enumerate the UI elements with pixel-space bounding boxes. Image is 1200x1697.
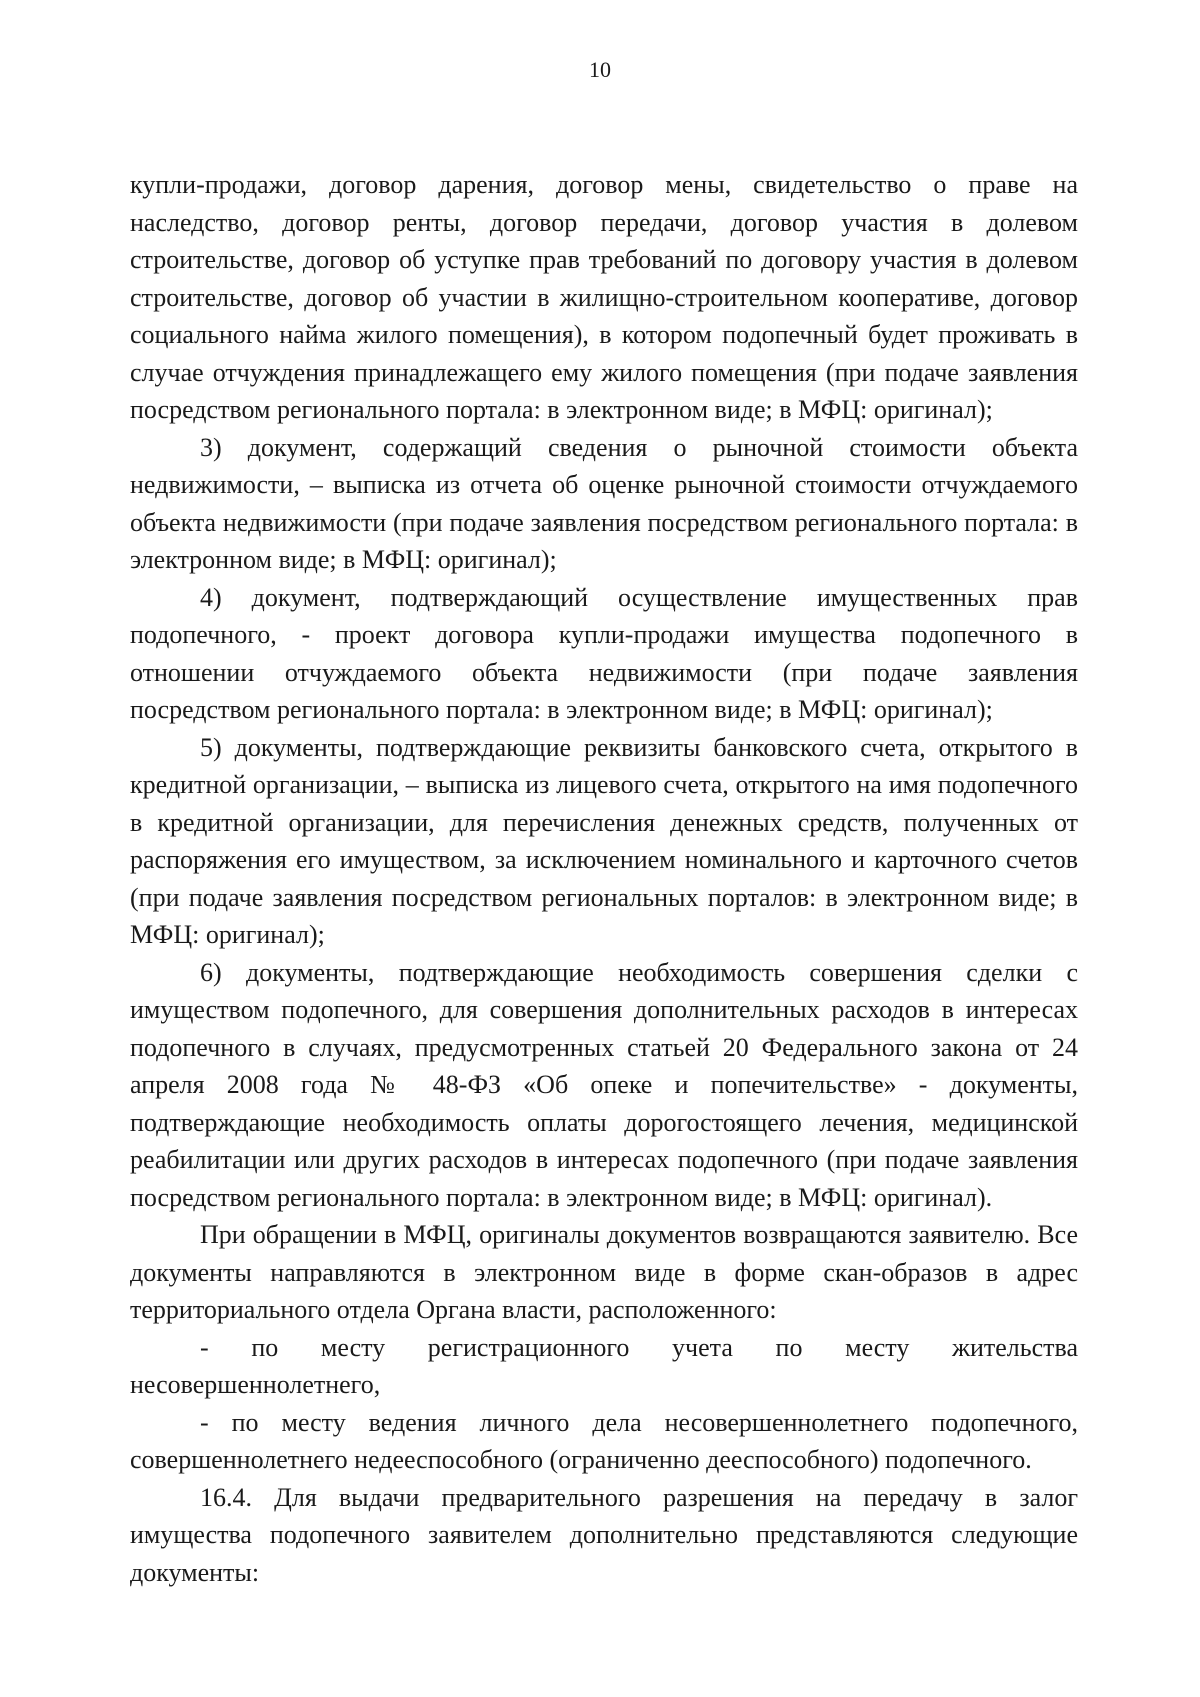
paragraph-location-residence: - по месту регистрационного учета по месту жительства несовершеннолетнего, bbox=[130, 1332, 1078, 1399]
document-body bbox=[130, 166, 1078, 1591]
paragraph-contract-list: купли-продажи, договор дарения, договор мены, свидетельство о праве на наследство, договор ренты, договор передачи, договор участия в долевом строительстве, договор об уступке прав требований по договору участия в долевом строительстве, договор об участии в жилищно-строительном кооперативе, договор социального найма жилого помещения), в котором подопечный будет проживать в случае отчуждения принадлежащего ему жилого помещения (при подаче заявления посредством регионального портала: в электронном виде; в МФЦ: оригинал); bbox=[130, 170, 1078, 424]
paragraph-item-3: 3) документ, содержащий сведения о рыночной стоимости объекта недвижимости, – выписка из отчета об оценке рыночной стоимости отчуждаемого объекта недвижимости (при подаче заявления посредством регионального портала: в электронном виде; в МФЦ: оригинал); bbox=[130, 432, 1078, 574]
paragraph-location-personal-file: - по месту ведения личного дела несовершеннолетнего подопечного, совершеннолетнего недееспособного (ограниченно дееспособного) подопечного. bbox=[130, 1407, 1078, 1474]
paragraph-item-5: 5) документы, подтверждающие реквизиты банковского счета, открытого в кредитной организации, – выписка из лицевого счета, открытого на имя подопечного в кредитной организации, для перечисления денежных средств, полученных от распоряжения его имуществом, за исключением номинального и карточного счетов (при подаче заявления посредством региональных порталов: в электронном виде; в МФЦ: оригинал); bbox=[130, 732, 1078, 949]
paragraph-item-4: 4) документ, подтверждающий осуществление имущественных прав подопечного, - проект договора купли-продажи имущества подопечного в отношении отчуждаемого объекта недвижимости (при подаче заявления посредством регионального портала: в электронном виде; в МФЦ: оригинал); bbox=[130, 582, 1078, 724]
paragraph-item-6: 6) документы, подтверждающие необходимость совершения сделки с имуществом подопечного, для совершения дополнительных расходов в интересах подопечного в случаях, предусмотренных статьей 20 Федерального закона от 24 апреля 2008 года № 48-ФЗ «Об опеке и попечительстве» - документы, подтверждающие необходимость оплаты дорогостоящего лечения, медицинской реабилитации или других расходов в интересах подопечного (при подаче заявления посредством регионального портала: в электронном виде; в МФЦ: оригинал). bbox=[130, 957, 1078, 1212]
paragraph-section-16-4: 16.4. Для выдачи предварительного разрешения на передачу в залог имущества подопечного заявителем дополнительно представляются следующие документы: bbox=[130, 1482, 1078, 1587]
page-number: 10 bbox=[589, 57, 611, 82]
paragraph-mfc-originals: При обращении в МФЦ, оригиналы документов возвращаются заявителю. Все документы направляются в электронном виде в форме скан-образов в адрес территориального отдела Органа власти, расположенного: bbox=[130, 1220, 1078, 1324]
